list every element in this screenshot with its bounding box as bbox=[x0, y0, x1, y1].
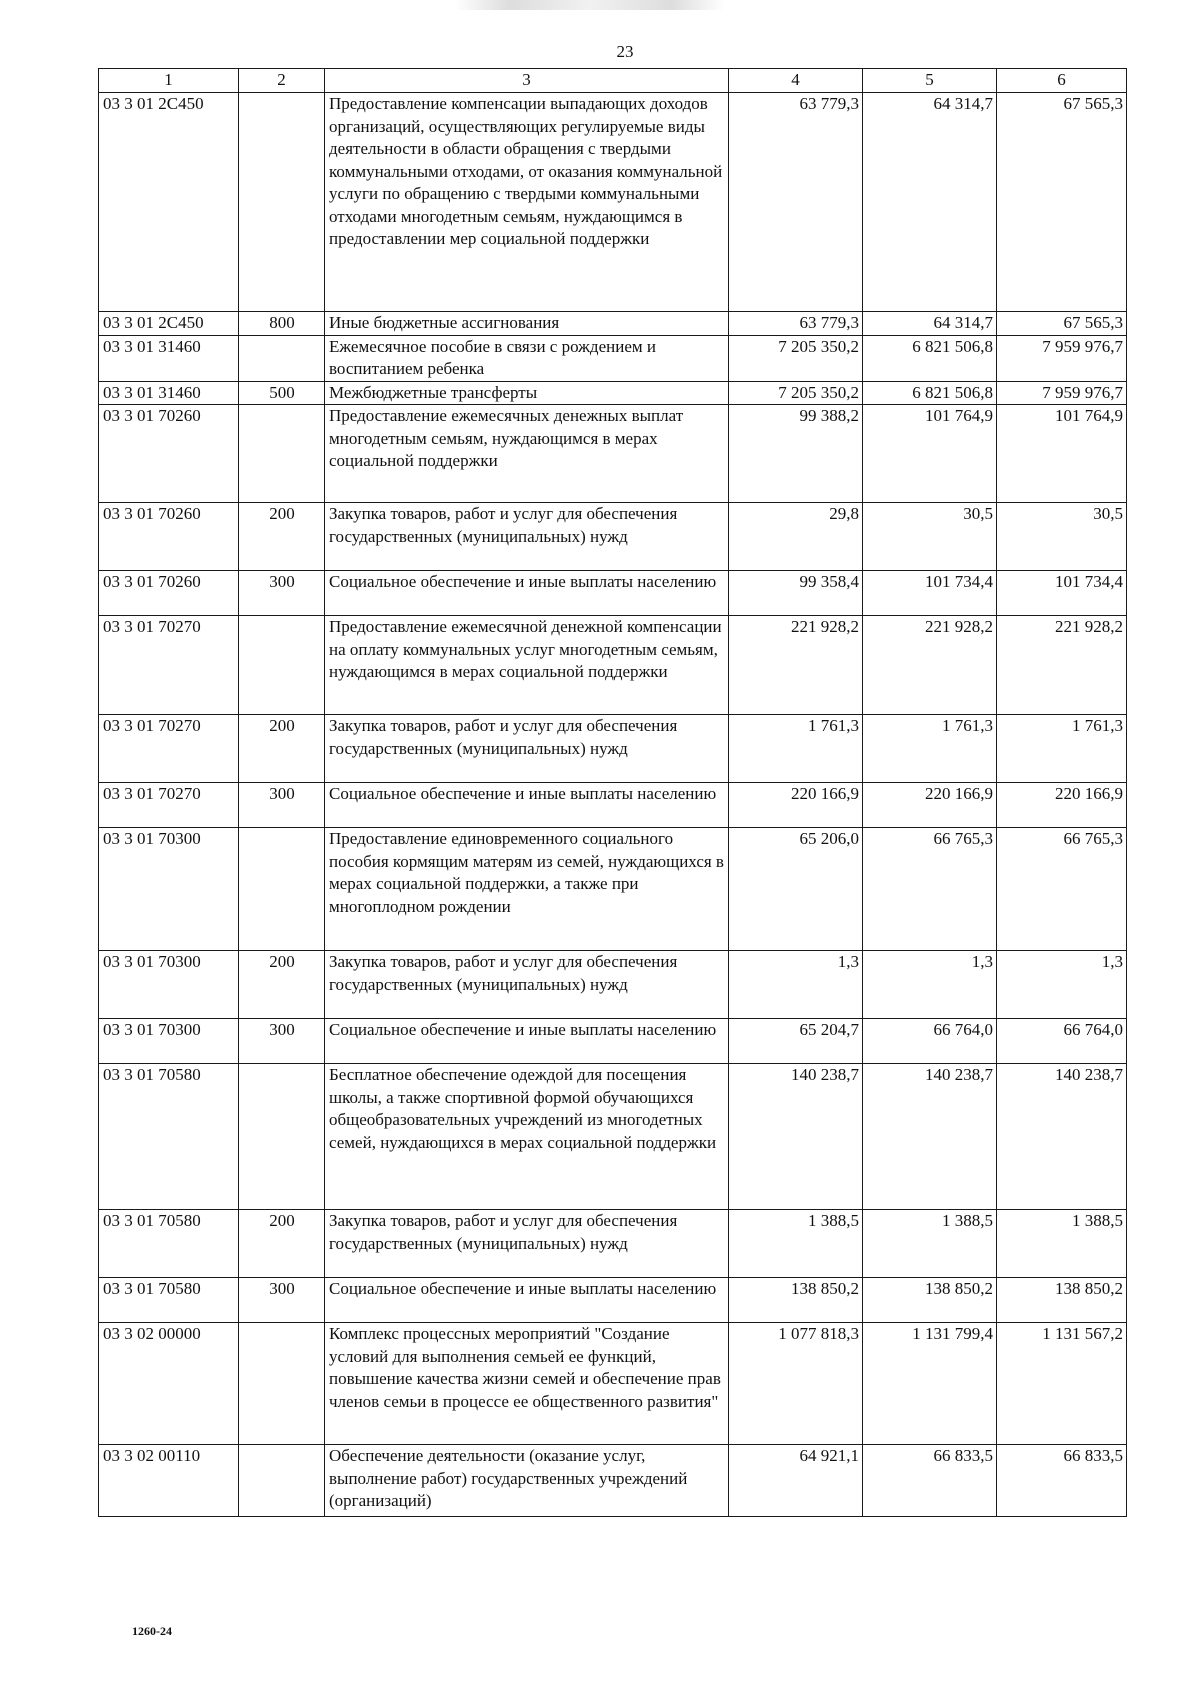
row-expense-type bbox=[239, 335, 325, 381]
row-code: 03 3 01 70260 bbox=[99, 405, 239, 503]
row-value-col6: 138 850,2 bbox=[997, 1278, 1127, 1323]
row-expense-type bbox=[239, 405, 325, 503]
table-row bbox=[99, 1278, 1127, 1323]
row-name: Социальное обеспечение и иные выплаты населению bbox=[325, 1019, 729, 1064]
row-name: Предоставление ежемесячной денежной компенсации на оплату коммунальных услуг многодетным семьям, нуждающимся в мерах социальной поддержки bbox=[325, 616, 729, 715]
row-value-col4: 221 928,2 bbox=[729, 616, 863, 715]
row-value-col6: 67 565,3 bbox=[997, 312, 1127, 336]
row-value-col4: 7 205 350,2 bbox=[729, 335, 863, 381]
row-code: 03 3 01 70580 bbox=[99, 1064, 239, 1210]
row-value-col4: 29,8 bbox=[729, 503, 863, 571]
row-name: Социальное обеспечение и иные выплаты населению bbox=[325, 1278, 729, 1323]
row-value-col6: 7 959 976,7 bbox=[997, 335, 1127, 381]
table-row bbox=[99, 1323, 1127, 1445]
row-value-col4: 1,3 bbox=[729, 951, 863, 1019]
row-expense-type: 200 bbox=[239, 503, 325, 571]
row-value-col4: 99 388,2 bbox=[729, 405, 863, 503]
row-name: Социальное обеспечение и иные выплаты населению bbox=[325, 571, 729, 616]
row-name: Закупка товаров, работ и услуг для обеспечения государственных (муниципальных) нужд bbox=[325, 951, 729, 1019]
row-code: 03 3 01 70270 bbox=[99, 616, 239, 715]
row-value-col5: 66 764,0 bbox=[863, 1019, 997, 1064]
row-value-col5: 138 850,2 bbox=[863, 1278, 997, 1323]
row-value-col4: 140 238,7 bbox=[729, 1064, 863, 1210]
table-row bbox=[99, 1210, 1127, 1278]
row-code: 03 3 01 70300 bbox=[99, 828, 239, 951]
row-value-col6: 220 166,9 bbox=[997, 783, 1127, 828]
row-expense-type: 300 bbox=[239, 571, 325, 616]
row-value-col6: 66 765,3 bbox=[997, 828, 1127, 951]
row-value-col5: 1 131 799,4 bbox=[863, 1323, 997, 1445]
row-value-col4: 1 388,5 bbox=[729, 1210, 863, 1278]
row-name: Предоставление единовременного социального пособия кормящим матерям из семей, нуждающихся в мерах социальной поддержки, а также при многоплодном рождении bbox=[325, 828, 729, 951]
row-value-col6: 101 764,9 bbox=[997, 405, 1127, 503]
row-expense-type bbox=[239, 616, 325, 715]
row-code: 03 3 01 70260 bbox=[99, 503, 239, 571]
row-value-col4: 65 204,7 bbox=[729, 1019, 863, 1064]
row-expense-type: 200 bbox=[239, 951, 325, 1019]
row-code: 03 3 01 70270 bbox=[99, 715, 239, 783]
row-value-col5: 66 833,5 bbox=[863, 1445, 997, 1517]
row-name: Социальное обеспечение и иные выплаты населению bbox=[325, 783, 729, 828]
page-number: 23 bbox=[616, 42, 634, 61]
row-expense-type bbox=[239, 1323, 325, 1445]
table-row bbox=[99, 1019, 1127, 1064]
row-name: Предоставление ежемесячных денежных выплат многодетным семьям, нуждающимся в мерах социальной поддержки bbox=[325, 405, 729, 503]
row-value-col4: 63 779,3 bbox=[729, 93, 863, 312]
row-value-col5: 140 238,7 bbox=[863, 1064, 997, 1210]
table-row bbox=[99, 571, 1127, 616]
row-value-col6: 67 565,3 bbox=[997, 93, 1127, 312]
row-value-col4: 1 077 818,3 bbox=[729, 1323, 863, 1445]
header-col-3: 3 bbox=[325, 69, 729, 93]
row-value-col5: 101 734,4 bbox=[863, 571, 997, 616]
row-expense-type bbox=[239, 1445, 325, 1517]
row-name: Закупка товаров, работ и услуг для обеспечения государственных (муниципальных) нужд bbox=[325, 715, 729, 783]
table-row bbox=[99, 381, 1127, 405]
row-value-col4: 138 850,2 bbox=[729, 1278, 863, 1323]
header-col-5: 5 bbox=[863, 69, 997, 93]
row-value-col5: 66 765,3 bbox=[863, 828, 997, 951]
table-row bbox=[99, 93, 1127, 312]
row-value-col4: 7 205 350,2 bbox=[729, 381, 863, 405]
table-row bbox=[99, 1064, 1127, 1210]
row-expense-type bbox=[239, 1064, 325, 1210]
table-row bbox=[99, 715, 1127, 783]
row-code: 03 3 01 2С450 bbox=[99, 93, 239, 312]
row-expense-type: 300 bbox=[239, 1278, 325, 1323]
row-name: Иные бюджетные ассигнования bbox=[325, 312, 729, 336]
row-value-col6: 140 238,7 bbox=[997, 1064, 1127, 1210]
row-code: 03 3 01 70300 bbox=[99, 1019, 239, 1064]
row-code: 03 3 01 31460 bbox=[99, 381, 239, 405]
row-value-col6: 66 833,5 bbox=[997, 1445, 1127, 1517]
row-expense-type: 300 bbox=[239, 783, 325, 828]
row-value-col5: 1 388,5 bbox=[863, 1210, 997, 1278]
row-expense-type: 200 bbox=[239, 1210, 325, 1278]
table-row bbox=[99, 335, 1127, 381]
budget-table bbox=[98, 68, 1127, 1517]
table-row bbox=[99, 1445, 1127, 1517]
row-name: Межбюджетные трансферты bbox=[325, 381, 729, 405]
table-row bbox=[99, 616, 1127, 715]
header-col-6: 6 bbox=[997, 69, 1127, 93]
header-col-1: 1 bbox=[99, 69, 239, 93]
row-name: Предоставление компенсации выпадающих доходов организаций, осуществляющих регулируемые виды деятельности в области обращения с твердыми коммунальными отходами, от оказания коммунальной услуги по обращению с твердыми коммунальными отходами многодетным семьям, нуждающимся в предоставлении мер социальной поддержки bbox=[325, 93, 729, 312]
row-expense-type: 500 bbox=[239, 381, 325, 405]
table-row bbox=[99, 405, 1127, 503]
row-value-col4: 1 761,3 bbox=[729, 715, 863, 783]
table-row bbox=[99, 828, 1127, 951]
footer-code: 1260-24 bbox=[132, 1624, 172, 1638]
row-value-col5: 30,5 bbox=[863, 503, 997, 571]
row-value-col5: 1,3 bbox=[863, 951, 997, 1019]
row-value-col6: 1 131 567,2 bbox=[997, 1323, 1127, 1445]
row-value-col4: 99 358,4 bbox=[729, 571, 863, 616]
row-value-col4: 63 779,3 bbox=[729, 312, 863, 336]
scan-artifact bbox=[455, 0, 725, 10]
row-value-col6: 221 928,2 bbox=[997, 616, 1127, 715]
row-name: Закупка товаров, работ и услуг для обеспечения государственных (муниципальных) нужд bbox=[325, 503, 729, 571]
row-value-col6: 101 734,4 bbox=[997, 571, 1127, 616]
row-value-col5: 220 166,9 bbox=[863, 783, 997, 828]
table-row bbox=[99, 783, 1127, 828]
header-col-2: 2 bbox=[239, 69, 325, 93]
row-name: Ежемесячное пособие в связи с рождением и воспитанием ребенка bbox=[325, 335, 729, 381]
row-code: 03 3 01 70300 bbox=[99, 951, 239, 1019]
row-value-col5: 6 821 506,8 bbox=[863, 381, 997, 405]
table-row bbox=[99, 503, 1127, 571]
row-value-col6: 7 959 976,7 bbox=[997, 381, 1127, 405]
row-value-col4: 220 166,9 bbox=[729, 783, 863, 828]
row-value-col5: 101 764,9 bbox=[863, 405, 997, 503]
row-value-col6: 66 764,0 bbox=[997, 1019, 1127, 1064]
row-expense-type: 800 bbox=[239, 312, 325, 336]
table-row bbox=[99, 312, 1127, 336]
row-expense-type bbox=[239, 93, 325, 312]
row-code: 03 3 01 70580 bbox=[99, 1210, 239, 1278]
table-row bbox=[99, 951, 1127, 1019]
row-value-col5: 64 314,7 bbox=[863, 93, 997, 312]
header-col-4: 4 bbox=[729, 69, 863, 93]
row-value-col4: 64 921,1 bbox=[729, 1445, 863, 1517]
row-code: 03 3 01 31460 bbox=[99, 335, 239, 381]
row-expense-type: 200 bbox=[239, 715, 325, 783]
row-name: Комплекс процессных мероприятий "Создание условий для выполнения семьей ее функций, повышение качества жизни семей и обеспечение прав членов семьи в процессе ее общественного развития" bbox=[325, 1323, 729, 1445]
row-value-col5: 6 821 506,8 bbox=[863, 335, 997, 381]
row-code: 03 3 01 2С450 bbox=[99, 312, 239, 336]
row-name: Бесплатное обеспечение одеждой для посещения школы, а также спортивной формой обучающихся общеобразовательных учреждений из многодетных семей, нуждающихся в мерах социальной поддержки bbox=[325, 1064, 729, 1210]
table-body bbox=[99, 93, 1127, 1517]
row-code: 03 3 02 00000 bbox=[99, 1323, 239, 1445]
row-value-col4: 65 206,0 bbox=[729, 828, 863, 951]
row-expense-type: 300 bbox=[239, 1019, 325, 1064]
row-value-col6: 1 761,3 bbox=[997, 715, 1127, 783]
row-value-col5: 64 314,7 bbox=[863, 312, 997, 336]
row-name: Обеспечение деятельности (оказание услуг, выполнение работ) государственных учреждений (организаций) bbox=[325, 1445, 729, 1517]
row-expense-type bbox=[239, 828, 325, 951]
row-code: 03 3 01 70270 bbox=[99, 783, 239, 828]
row-code: 03 3 01 70580 bbox=[99, 1278, 239, 1323]
row-value-col5: 1 761,3 bbox=[863, 715, 997, 783]
row-value-col6: 30,5 bbox=[997, 503, 1127, 571]
row-name: Закупка товаров, работ и услуг для обеспечения государственных (муниципальных) нужд bbox=[325, 1210, 729, 1278]
row-code: 03 3 01 70260 bbox=[99, 571, 239, 616]
row-value-col5: 221 928,2 bbox=[863, 616, 997, 715]
row-code: 03 3 02 00110 bbox=[99, 1445, 239, 1517]
header-row bbox=[99, 69, 1127, 93]
row-value-col6: 1,3 bbox=[997, 951, 1127, 1019]
row-value-col6: 1 388,5 bbox=[997, 1210, 1127, 1278]
